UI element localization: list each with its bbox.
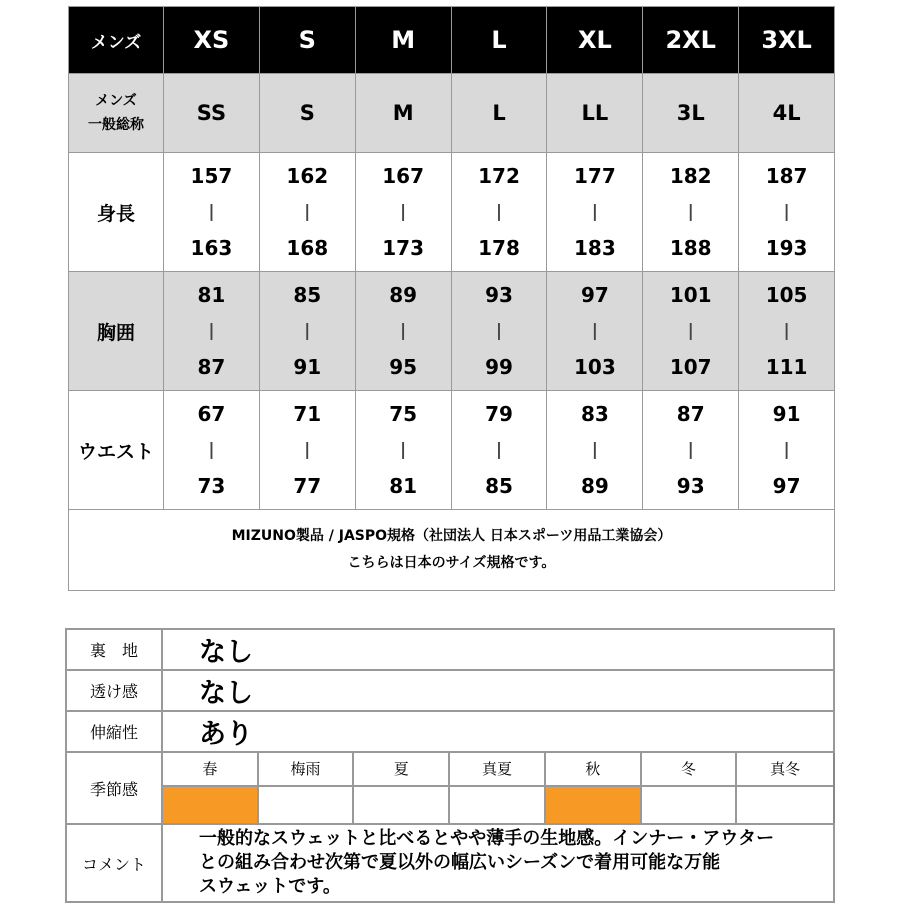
season-indicator-active	[163, 787, 259, 823]
height-range-cell	[259, 153, 355, 272]
waist-range-cell	[259, 391, 355, 510]
chest-range-cell	[164, 272, 260, 391]
season-name: 真冬	[737, 753, 833, 787]
waist-range-cell	[547, 391, 643, 510]
range-separator: |	[591, 321, 598, 341]
common-size-cell: S	[259, 74, 355, 153]
sheer-row	[66, 670, 834, 711]
waist-min: 71	[293, 402, 322, 426]
season-name: 夏	[354, 753, 450, 787]
season-name: 梅雨	[259, 753, 355, 787]
season-indicator	[737, 787, 833, 823]
chest-max: 87	[197, 355, 226, 379]
season-name: 春	[163, 753, 259, 787]
waist-min: 67	[197, 402, 226, 426]
range-separator: |	[687, 202, 694, 222]
waist-max: 93	[676, 474, 705, 498]
season-row	[66, 752, 834, 824]
range-separator: |	[783, 321, 790, 341]
header-label: メンズ	[69, 7, 164, 74]
waist-min: 83	[580, 402, 609, 426]
height-range-cell	[355, 153, 451, 272]
range-separator: |	[208, 440, 215, 460]
chest-min: 81	[197, 283, 226, 307]
height-max: 173	[382, 236, 425, 260]
height-min: 157	[190, 164, 233, 188]
common-label-line1: メンズ	[95, 93, 137, 109]
chest-min: 97	[580, 283, 609, 307]
size-header-row	[69, 7, 835, 74]
waist-max: 89	[580, 474, 609, 498]
range-separator: |	[591, 202, 598, 222]
height-max: 168	[286, 236, 329, 260]
waist-label: ウエスト	[69, 391, 164, 510]
height-min: 177	[573, 164, 616, 188]
waist-max: 97	[772, 474, 801, 498]
chest-min: 105	[765, 283, 808, 307]
height-range-cell	[547, 153, 643, 272]
range-separator: |	[495, 321, 503, 341]
common-size-cell: 3L	[643, 74, 739, 153]
season-name: 真夏	[450, 753, 546, 787]
stretch-row	[66, 711, 834, 752]
height-min: 162	[286, 164, 329, 188]
range-separator: |	[304, 440, 311, 460]
waist-min: 91	[772, 402, 801, 426]
sheer-value: なし	[162, 670, 834, 711]
range-separator: |	[783, 440, 790, 460]
chest-min: 85	[293, 283, 322, 307]
chest-range-cell	[451, 272, 547, 391]
note-line-1: MIZUNO製品 / JASPO規格（社団法人 日本スポーツ用品工業協会）	[231, 528, 672, 544]
size-2xl: 2XL	[643, 7, 739, 74]
size-xs: XS	[164, 7, 260, 74]
chest-max: 103	[573, 355, 616, 379]
season-indicator-active	[546, 787, 642, 823]
height-max: 178	[478, 236, 520, 260]
size-m: M	[355, 7, 451, 74]
height-min: 187	[765, 164, 808, 188]
common-label-line2: 一般総称	[88, 117, 144, 133]
chest-range-cell	[547, 272, 643, 391]
waist-min: 75	[389, 402, 418, 426]
note-row	[69, 510, 835, 591]
comment-text	[162, 824, 834, 902]
chest-min: 89	[389, 283, 418, 307]
comment-row	[66, 824, 834, 902]
lining-value: なし	[162, 629, 834, 670]
chest-max: 107	[669, 355, 712, 379]
range-separator: |	[591, 440, 598, 460]
season-name: 冬	[642, 753, 738, 787]
season-indicator	[354, 787, 450, 823]
lining-label: 裏 地	[66, 629, 162, 670]
height-row	[69, 153, 835, 272]
common-size-cell: SS	[164, 74, 260, 153]
common-size-row	[69, 74, 835, 153]
common-size-cell: L	[451, 74, 547, 153]
waist-min: 79	[485, 402, 513, 426]
stretch-label: 伸縮性	[66, 711, 162, 752]
height-range-cell	[451, 153, 547, 272]
lining-row	[66, 629, 834, 670]
chest-label: 胸囲	[69, 272, 164, 391]
size-3xl: 3XL	[739, 7, 835, 74]
waist-min: 87	[676, 402, 705, 426]
season-grid-cell	[162, 752, 834, 824]
range-separator: |	[687, 440, 694, 460]
comment-label: コメント	[66, 824, 162, 902]
season-name: 秋	[546, 753, 642, 787]
range-separator: |	[208, 321, 215, 341]
chest-range-cell	[259, 272, 355, 391]
height-range-cell	[643, 153, 739, 272]
note-line-2: こちらは日本のサイズ規格です。	[347, 555, 556, 571]
range-separator: |	[687, 321, 694, 341]
height-range-cell	[164, 153, 260, 272]
range-separator: |	[304, 202, 311, 222]
chest-max: 95	[389, 355, 418, 379]
season-indicator	[450, 787, 546, 823]
waist-range-cell	[739, 391, 835, 510]
size-table	[68, 6, 835, 591]
range-separator: |	[495, 440, 503, 460]
height-max: 163	[190, 236, 233, 260]
height-label: 身長	[69, 153, 164, 272]
season-label: 季節感	[66, 752, 162, 824]
range-separator: |	[400, 202, 407, 222]
stretch-value: あり	[162, 711, 834, 752]
chest-row	[69, 272, 835, 391]
chest-max: 99	[485, 355, 513, 379]
range-separator: |	[400, 440, 407, 460]
chest-range-cell	[355, 272, 451, 391]
season-grid	[163, 753, 833, 823]
comment-line-1: 一般的なスウェットと比べるとやや薄手の生地感。インナー・アウター	[199, 828, 775, 849]
size-note	[69, 510, 835, 591]
chest-max: 91	[293, 355, 322, 379]
waist-row	[69, 391, 835, 510]
common-size-cell: LL	[547, 74, 643, 153]
waist-max: 85	[485, 474, 513, 498]
waist-max: 81	[389, 474, 418, 498]
size-xl: XL	[547, 7, 643, 74]
waist-max: 73	[197, 474, 226, 498]
height-max: 193	[765, 236, 808, 260]
height-min: 172	[478, 164, 520, 188]
height-min: 182	[669, 164, 712, 188]
waist-range-cell	[643, 391, 739, 510]
range-separator: |	[783, 202, 790, 222]
range-separator: |	[304, 321, 311, 341]
waist-range-cell	[164, 391, 260, 510]
season-indicator	[642, 787, 738, 823]
comment-line-3: スウェットです。	[199, 876, 341, 897]
chest-min: 101	[669, 283, 712, 307]
range-separator: |	[208, 202, 215, 222]
common-size-cell: 4L	[739, 74, 835, 153]
chest-range-cell	[739, 272, 835, 391]
property-table	[65, 628, 835, 903]
season-indicator	[259, 787, 355, 823]
chest-max: 111	[765, 355, 808, 379]
size-s: S	[259, 7, 355, 74]
size-l: L	[451, 7, 547, 74]
range-separator: |	[400, 321, 407, 341]
height-range-cell	[739, 153, 835, 272]
sheer-label: 透け感	[66, 670, 162, 711]
range-separator: |	[495, 202, 503, 222]
comment-line-2: との組み合わせ次第で夏以外の幅広いシーズンで着用可能な万能	[199, 852, 721, 873]
height-max: 188	[669, 236, 712, 260]
height-min: 167	[382, 164, 425, 188]
waist-max: 77	[293, 474, 322, 498]
chest-range-cell	[643, 272, 739, 391]
common-size-cell: M	[355, 74, 451, 153]
chest-min: 93	[485, 283, 513, 307]
common-size-label	[69, 74, 164, 153]
waist-range-cell	[451, 391, 547, 510]
height-max: 183	[573, 236, 616, 260]
waist-range-cell	[355, 391, 451, 510]
